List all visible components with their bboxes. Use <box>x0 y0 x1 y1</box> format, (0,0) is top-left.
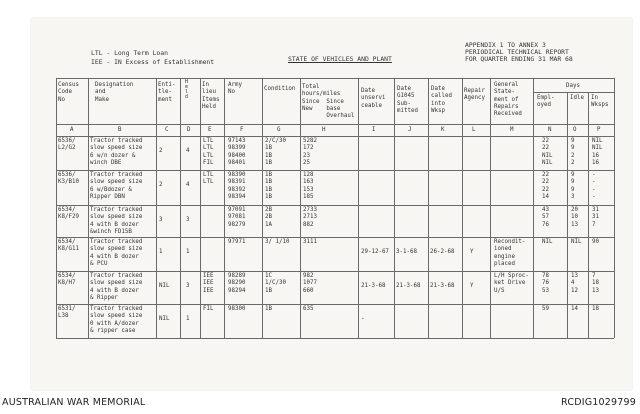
cell-date-unserviceable: 29-12-67 <box>361 249 389 255</box>
header-census: Census Code No <box>58 82 79 103</box>
cell-in-lieu: IEE IEE IEE <box>203 273 214 294</box>
header-idle: Idle <box>570 95 584 101</box>
cell-condition: 1B 1B 1B 1B <box>265 172 272 200</box>
cell-army-no: 97971 <box>228 239 246 245</box>
column-letter-g: G <box>277 127 281 133</box>
column-letter-o: O <box>573 127 577 133</box>
cell-idle: 9 9 9 3 <box>571 172 575 200</box>
footer-record-id: RCDIG1029799 <box>561 397 636 408</box>
column-letter-a: A <box>70 127 74 133</box>
cell-employed: 22 22 22 14 <box>542 172 549 200</box>
cell-since-new: 3111 <box>303 239 317 245</box>
cell-in-wksps: 90 <box>592 239 599 245</box>
cell-general-statement: L/H Sproc- ket Drive U/S <box>494 273 529 294</box>
cell-held: 4 <box>186 182 190 188</box>
column-letter-j: J <box>408 127 412 133</box>
cell-since-new: 982 1077 660 <box>303 273 317 294</box>
appendix-line3: FOR QUARTER ENDING 31 MAR 68 <box>465 55 573 63</box>
cell-entitlement: NIL <box>159 316 170 322</box>
cell-repair-agency: Y <box>470 283 474 289</box>
cell-designation: Tractor tracked slow speed size 4 with B dozer & Ripper <box>90 273 143 301</box>
column-letter-k: K <box>441 127 445 133</box>
cell-condition: 2/C/30 1B 1B 1B <box>265 138 286 166</box>
cell-employed: 59 <box>542 306 549 312</box>
cell-condition: 1C 1/C/30 1B <box>265 273 286 294</box>
cell-entitlement: 1 <box>159 249 163 255</box>
cell-in-lieu: LTL LTL LTL FIL <box>203 138 214 166</box>
column-letter-c: C <box>165 127 169 133</box>
cell-designation: Tractor tracked slow speed size 4 with B dozer &winch FD15B <box>90 207 143 235</box>
document-title: STATE OF VEHICLES AND PLANT <box>288 55 392 63</box>
cell-held: 3 <box>186 283 190 289</box>
header-days: Days <box>566 83 580 89</box>
cell-date-called: 21-3-68 <box>430 283 455 289</box>
cell-in-wksps: 18 <box>592 306 599 312</box>
cell-designation: Tractor tracked slow speed size 4 with B dozer & PCU <box>90 239 143 267</box>
cell-held: 1 <box>186 249 190 255</box>
cell-since-new: 635 <box>303 306 314 312</box>
cell-condition: 3/ 1/10 <box>265 239 290 245</box>
appendix-line2: PERIODICAL TECHNICAL REPORT <box>465 48 569 56</box>
header-condition: Condition <box>264 86 296 92</box>
cell-entitlement: 3 <box>159 217 163 223</box>
cell-census: 6534/ K8/G11 <box>58 239 79 253</box>
cell-army-no: 97143 98399 98400 98401 <box>228 138 246 166</box>
cell-in-lieu: LTL LTL <box>203 172 214 186</box>
column-letter-n: N <box>548 127 552 133</box>
cell-census: 6531/ L38 <box>58 306 76 320</box>
header-date-g1045: Date G1045 Sub- mitted <box>397 86 418 114</box>
footer-institution: AUSTRALIAN WAR MEMORIAL <box>2 397 146 408</box>
cell-army-no: 97091 97081 98279 <box>228 207 246 228</box>
cell-idle: NIL <box>571 239 582 245</box>
header-date-unserviceable: Date unservi ceable <box>361 88 386 109</box>
column-letter-p: P <box>597 127 601 133</box>
cell-in-wksps: 31 31 7 <box>592 207 599 228</box>
cell-census: 6534/ K8/H7 <box>58 273 76 287</box>
cell-repair-agency: Y <box>470 249 474 255</box>
column-letter-d: D <box>187 127 191 133</box>
column-letter-b: B <box>118 127 122 133</box>
cell-entitlement: 2 <box>159 148 163 154</box>
cell-designation: Tractor tracked slow speed size 6 w/Bdozer & Ripper DBN <box>90 172 143 200</box>
header-in-wksps: In Wksps <box>591 95 609 109</box>
column-letter-f: F <box>240 127 244 133</box>
cell-idle: 14 <box>571 306 578 312</box>
cell-employed: 43 57 76 <box>542 207 549 228</box>
cell-date-g1045: 21-3-68 <box>396 283 421 289</box>
cell-since-new: 2733 2713 882 <box>303 207 317 228</box>
column-letter-h: H <box>322 127 326 133</box>
header-army-no: Army No <box>228 82 242 96</box>
cell-since-new: 128 163 153 185 <box>303 172 314 200</box>
cell-employed: 22 22 NIL NIL <box>542 138 553 166</box>
header-employed: Empl- oyed <box>537 95 555 109</box>
cell-designation: Tractor tracked slow speed size 0 with A/dozer & ripper case <box>90 306 143 334</box>
cell-entitlement: 2 <box>159 182 163 188</box>
cell-idle: 9 9 2 2 <box>571 138 575 166</box>
cell-in-wksps: - - - - <box>592 172 596 200</box>
cell-census: 6536/ L2/G2 <box>58 138 76 152</box>
cell-held: 1 <box>186 316 190 322</box>
cell-general-statement: Recondit- ioned engine placed <box>494 239 526 267</box>
cell-employed: NIL <box>542 239 553 245</box>
cell-census: 6536/ K3/B10 <box>58 172 79 186</box>
appendix-line1: APPENDIX 1 TO ANNEX 3 <box>465 41 546 49</box>
header-date-called: Date called into Wksp <box>431 86 452 114</box>
column-letter-l: L <box>472 127 476 133</box>
cell-census: 6534/ K8/F29 <box>58 207 79 221</box>
cell-entitlement: NIL <box>159 283 170 289</box>
column-letter-e: E <box>208 127 212 133</box>
legend-iee: IEE - IN Excess of Establishment <box>91 58 215 66</box>
cell-since-new: 5282 172 23 25 <box>303 138 317 166</box>
column-letter-i: I <box>372 127 376 133</box>
header-repair-agency: Repair Agency <box>464 88 485 102</box>
cell-condition: 1B <box>265 306 272 312</box>
header-in-lieu: In lieu Items Held <box>202 82 220 110</box>
cell-army-no: 98289 98290 98294 <box>228 273 246 294</box>
cell-army-no: 98390 98391 98392 98394 <box>228 172 246 200</box>
cell-army-no: 98300 <box>228 306 246 312</box>
cell-idle: 20 10 13 <box>571 207 578 228</box>
cell-date-called: 26-2-68 <box>430 249 455 255</box>
cell-in-lieu: FIL <box>203 306 214 312</box>
cell-designation: Tractor tracked slow speed size 6 w/n dozer & winch DBE <box>90 138 143 166</box>
cell-condition: 2B 2B 1A <box>265 207 272 228</box>
cell-idle: 13 4 12 <box>571 273 578 294</box>
cell-in-wksps: NIL NIL 16 16 <box>592 138 603 166</box>
cell-held: 4 <box>186 148 190 154</box>
header-general-statement: General State- ment of Repairs Received <box>494 82 522 118</box>
header-designation: Designation and Make <box>95 82 134 103</box>
cell-date-g1045: 3-1-68 <box>396 249 417 255</box>
cell-in-wksps: 7 18 13 <box>592 273 599 294</box>
legend-ltl: LTL - Long Term Loan <box>91 49 168 57</box>
column-letter-m: M <box>510 127 514 133</box>
header-held: H e l d <box>185 79 189 100</box>
cell-date-unserviceable: - <box>361 316 365 322</box>
cell-date-unserviceable: 21-3-68 <box>361 283 386 289</box>
cell-held: 3 <box>186 217 190 223</box>
header-entitlement: Enti- tle- ment <box>158 82 176 103</box>
cell-employed: 78 76 53 <box>542 273 549 294</box>
header-total-hours: Total hours/miles Since Since New base Overhaul <box>302 84 355 120</box>
